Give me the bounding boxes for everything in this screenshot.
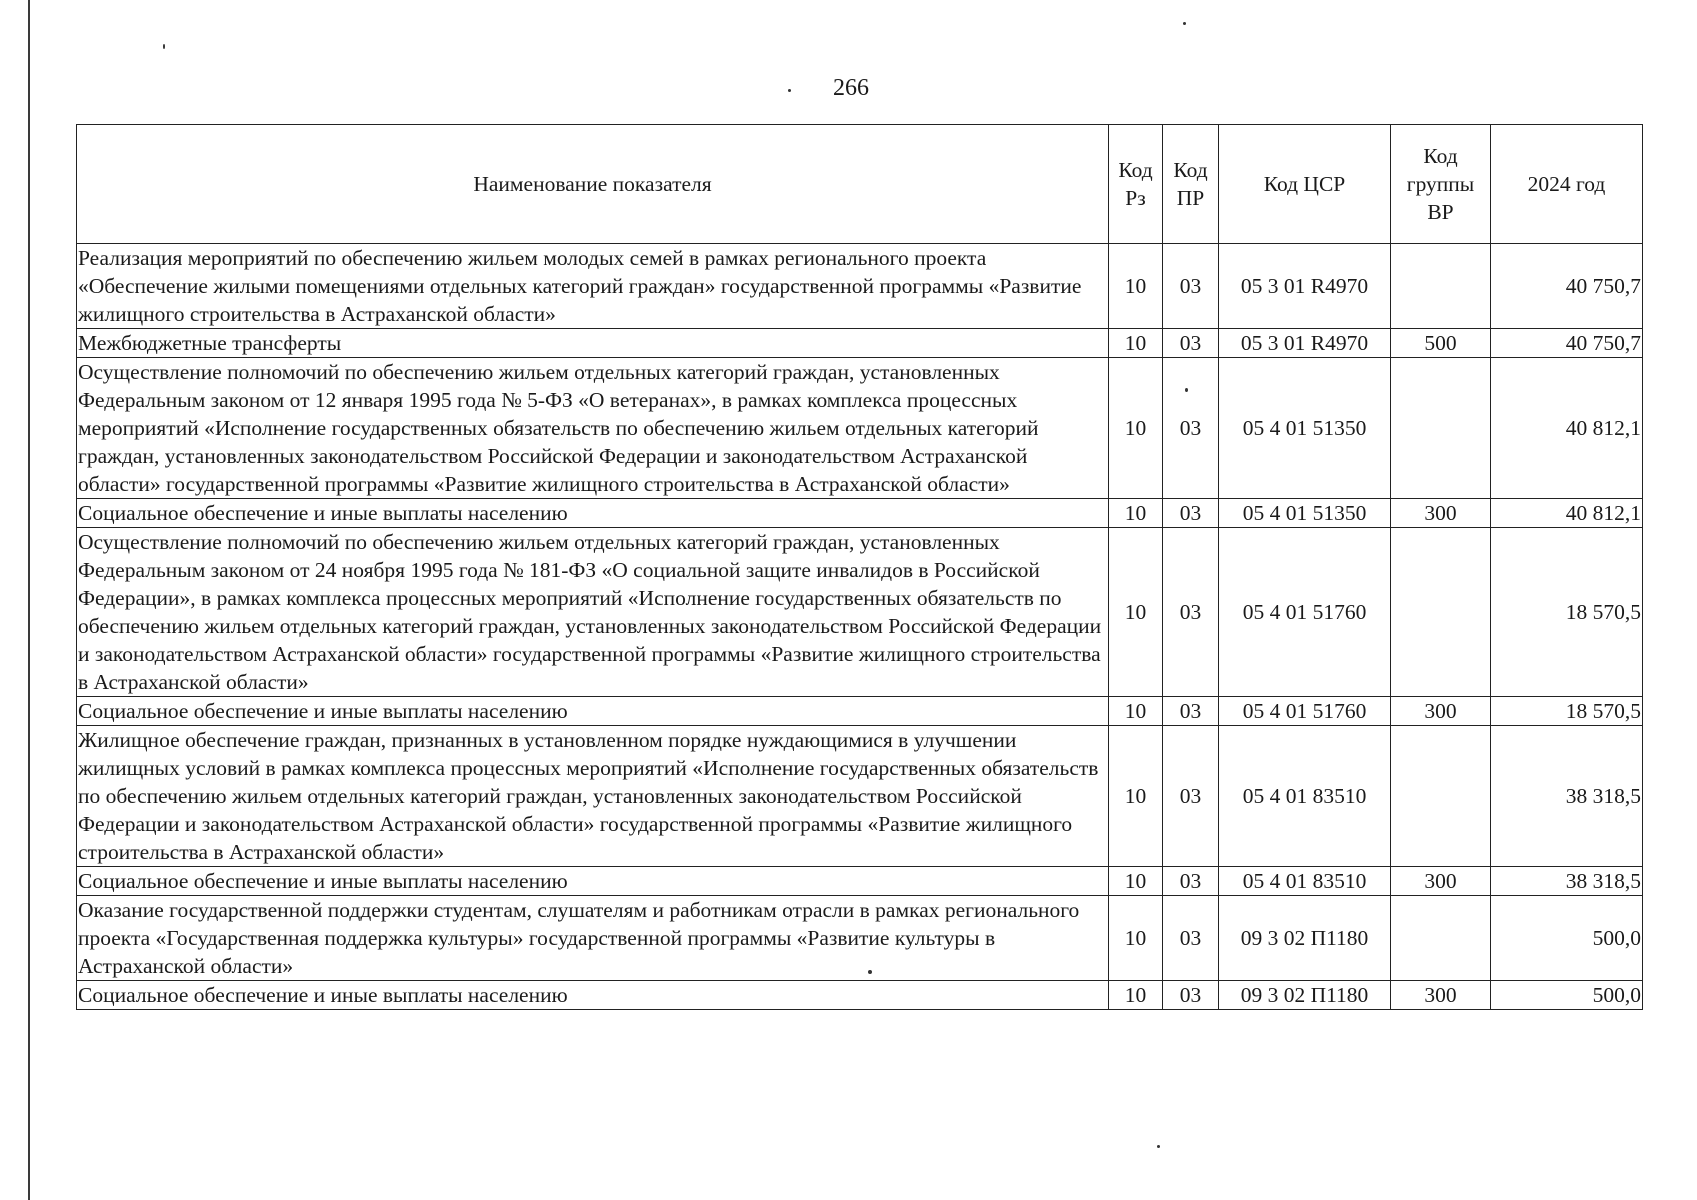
row-amount: 40 750,7 <box>1491 329 1643 358</box>
table-row <box>77 867 1643 896</box>
row-amount: 18 570,5 <box>1491 697 1643 726</box>
row-pr: 03 <box>1163 528 1219 697</box>
row-amount: 500,0 <box>1491 896 1643 981</box>
table-row <box>77 896 1643 981</box>
scan-speck <box>1185 388 1188 392</box>
row-rz: 10 <box>1109 499 1163 528</box>
row-vr: 300 <box>1391 981 1491 1010</box>
header-name: Наименование показателя <box>77 125 1109 244</box>
budget-table <box>76 124 1643 1010</box>
row-rz: 10 <box>1109 528 1163 697</box>
row-csr: 05 4 01 83510 <box>1219 726 1391 867</box>
table-row <box>77 528 1643 697</box>
header-year: 2024 год <box>1491 125 1643 244</box>
row-name: Осуществление полномочий по обеспечению жильем отдельных категорий граждан, установленных Федеральным законом от 24 ноября 1995 года № 181-ФЗ «О социальной защите инвалидов в Российской Федерации», в рамках комплекса процессных мероприятий «Исполнение государственных обязательств по обеспечению жильем отдельных категорий граждан, установленных законодательством Российской Федерации и законодательством Астраханской области» государственной программы «Развитие жилищного строительства в Астраханской области» <box>77 528 1109 697</box>
row-rz: 10 <box>1109 981 1163 1010</box>
table-row <box>77 981 1643 1010</box>
row-amount: 40 812,1 <box>1491 499 1643 528</box>
row-vr <box>1391 896 1491 981</box>
header-vr: Код группы ВР <box>1391 125 1491 244</box>
row-csr: 05 4 01 51760 <box>1219 697 1391 726</box>
table-row <box>77 726 1643 867</box>
table-row <box>77 244 1643 329</box>
row-amount: 38 318,5 <box>1491 867 1643 896</box>
row-amount: 500,0 <box>1491 981 1643 1010</box>
row-name: Социальное обеспечение и иные выплаты населению <box>77 867 1109 896</box>
row-name: Социальное обеспечение и иные выплаты населению <box>77 499 1109 528</box>
scan-speck <box>1157 1145 1160 1148</box>
row-rz: 10 <box>1109 244 1163 329</box>
row-pr: 03 <box>1163 244 1219 329</box>
row-name: Жилищное обеспечение граждан, признанных в установленном порядке нуждающимися в улучшении жилищных условий в рамках комплекса процессных мероприятий «Исполнение государственных обязательств по обеспечению жильем отдельных категорий граждан, установленных законодательством Российской Федерации и законодательством Астраханской области» государственной программы «Развитие жилищного строительства в Астраханской области» <box>77 726 1109 867</box>
row-vr: 300 <box>1391 697 1491 726</box>
scan-speck <box>868 970 872 974</box>
header-csr: Код ЦСР <box>1219 125 1391 244</box>
header-rz: Код Рз <box>1109 125 1163 244</box>
row-pr: 03 <box>1163 867 1219 896</box>
row-name: Социальное обеспечение и иные выплаты населению <box>77 697 1109 726</box>
row-amount: 40 812,1 <box>1491 358 1643 499</box>
row-rz: 10 <box>1109 697 1163 726</box>
row-name: Межбюджетные трансферты <box>77 329 1109 358</box>
row-rz: 10 <box>1109 329 1163 358</box>
row-rz: 10 <box>1109 896 1163 981</box>
scan-margin-line <box>28 0 30 1200</box>
row-vr <box>1391 726 1491 867</box>
row-pr: 03 <box>1163 896 1219 981</box>
row-pr: 03 <box>1163 981 1219 1010</box>
row-amount: 40 750,7 <box>1491 244 1643 329</box>
row-rz: 10 <box>1109 726 1163 867</box>
scan-speck <box>788 89 791 92</box>
row-vr <box>1391 528 1491 697</box>
row-pr: 03 <box>1163 726 1219 867</box>
row-csr: 09 3 02 П1180 <box>1219 981 1391 1010</box>
row-csr: 05 4 01 51350 <box>1219 358 1391 499</box>
row-vr <box>1391 358 1491 499</box>
row-pr: 03 <box>1163 329 1219 358</box>
row-name: Оказание государственной поддержки студентам, слушателям и работникам отрасли в рамках регионального проекта «Государственная поддержка культуры» государственной программы «Развитие культуры в Астраханской области» <box>77 896 1109 981</box>
scan-speck <box>1183 22 1186 25</box>
row-csr: 09 3 02 П1180 <box>1219 896 1391 981</box>
table-row <box>77 329 1643 358</box>
row-csr: 05 4 01 51760 <box>1219 528 1391 697</box>
row-amount: 18 570,5 <box>1491 528 1643 697</box>
row-rz: 10 <box>1109 358 1163 499</box>
row-rz: 10 <box>1109 867 1163 896</box>
row-csr: 05 4 01 51350 <box>1219 499 1391 528</box>
header-row <box>77 125 1643 244</box>
table-row <box>77 499 1643 528</box>
table-row <box>77 358 1643 499</box>
row-amount: 38 318,5 <box>1491 726 1643 867</box>
header-pr: Код ПР <box>1163 125 1219 244</box>
row-csr: 05 4 01 83510 <box>1219 867 1391 896</box>
row-name: Социальное обеспечение и иные выплаты населению <box>77 981 1109 1010</box>
row-name: Реализация мероприятий по обеспечению жильем молодых семей в рамках регионального проекта «Обеспечение жилыми помещениями отдельных категорий граждан» государственной программы «Развитие жилищного строительства в Астраханской области» <box>77 244 1109 329</box>
row-vr <box>1391 244 1491 329</box>
row-csr: 05 3 01 R4970 <box>1219 244 1391 329</box>
row-pr: 03 <box>1163 697 1219 726</box>
row-vr: 500 <box>1391 329 1491 358</box>
row-vr: 300 <box>1391 499 1491 528</box>
row-pr: 03 <box>1163 499 1219 528</box>
row-pr: 03 <box>1163 358 1219 499</box>
row-csr: 05 3 01 R4970 <box>1219 329 1391 358</box>
row-vr: 300 <box>1391 867 1491 896</box>
row-name: Осуществление полномочий по обеспечению жильем отдельных категорий граждан, установленных Федеральным законом от 12 января 1995 года № 5-ФЗ «О ветеранах», в рамках комплекса процессных мероприятий «Исполнение государственных обязательств по обеспечению жильем отдельных категорий граждан, установленных законодательством Российской Федерации и законодательством Астраханской области» государственной программы «Развитие жилищного строительства в Астраханской области» <box>77 358 1109 499</box>
scan-speck <box>163 44 165 49</box>
page-number: 266 <box>833 75 869 101</box>
table-row <box>77 697 1643 726</box>
